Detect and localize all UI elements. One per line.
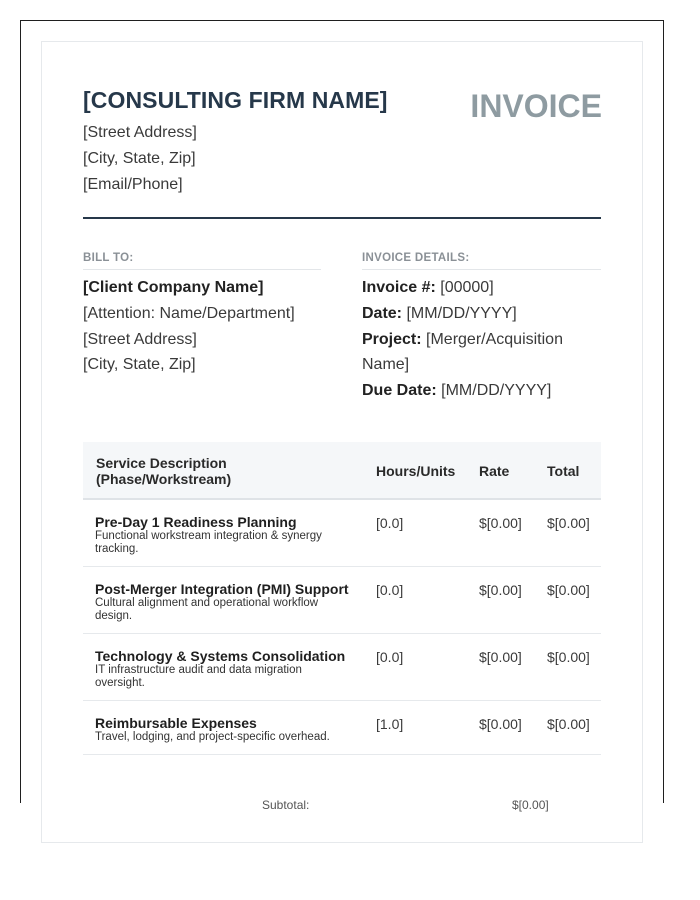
hours-cell: [1.0] — [376, 716, 404, 732]
table-header — [83, 442, 601, 500]
service-description: Cultural alignment and operational workflow design. — [95, 597, 319, 622]
header-divider — [83, 217, 601, 219]
table-row — [83, 500, 601, 567]
client-city: [City, State, Zip] — [83, 356, 196, 373]
invoice-number-label: Invoice #: — [362, 279, 436, 296]
rate-cell: $[0.00] — [479, 582, 522, 598]
hours-cell: [0.0] — [376, 649, 404, 665]
service-description: Travel, lodging, and project-specific overhead. — [95, 731, 330, 743]
hours-cell: [0.0] — [376, 582, 404, 598]
firm-contact: [Email/Phone] — [83, 176, 183, 193]
firm-street: [Street Address] — [83, 124, 197, 141]
project-value-continued: Name] — [362, 356, 410, 373]
document-viewport — [20, 20, 664, 812]
hours-cell: [0.0] — [376, 515, 404, 531]
table-row — [83, 701, 601, 755]
table-row — [83, 634, 601, 701]
firm-city: [City, State, Zip] — [83, 150, 196, 167]
invoice-date-value: [MM/DD/YYYY] — [406, 305, 517, 322]
services-table — [83, 442, 601, 755]
header-hours: Hours/Units — [376, 463, 456, 479]
header-service-line1: Service Description — [96, 455, 227, 471]
total-cell: $[0.00] — [547, 716, 590, 732]
service-title: Technology & Systems Consolidation — [95, 648, 346, 664]
service-description: Functional workstream integration & synergy tracking. — [95, 530, 322, 555]
rate-cell: $[0.00] — [479, 716, 522, 732]
rate-cell: $[0.00] — [479, 649, 522, 665]
invoice-date-line — [362, 305, 517, 323]
invoice-date-label: Date: — [362, 305, 403, 322]
due-date-line — [362, 382, 551, 400]
firm-name: [CONSULTING FIRM NAME] — [83, 87, 388, 113]
service-description: IT infrastructure audit and data migration oversight. — [95, 664, 302, 689]
total-cell: $[0.00] — [547, 515, 590, 531]
service-title: Post-Merger Integration (PMI) Support — [95, 581, 349, 597]
table-row — [83, 567, 601, 634]
project-label: Project: — [362, 331, 422, 348]
service-title: Reimbursable Expenses — [95, 715, 257, 731]
header-service — [96, 455, 231, 487]
header-total: Total — [547, 463, 580, 479]
total-cell: $[0.00] — [547, 649, 590, 665]
client-attention: [Attention: Name/Department] — [83, 305, 295, 322]
client-street: [Street Address] — [83, 331, 197, 348]
header-rate: Rate — [479, 463, 510, 479]
invoice-details-divider — [362, 269, 601, 270]
due-date-label: Due Date: — [362, 382, 437, 399]
header-service-line2: (Phase/Workstream) — [96, 471, 232, 487]
client-name: [Client Company Name] — [83, 279, 264, 296]
project-value: [Merger/Acquisition — [426, 331, 563, 348]
rate-cell: $[0.00] — [479, 515, 522, 531]
document-title: INVOICE — [470, 88, 602, 124]
due-date-value: [MM/DD/YYYY] — [441, 382, 552, 399]
invoice-details-label: INVOICE DETAILS: — [362, 252, 470, 264]
subtotal-label: Subtotal: — [262, 798, 310, 812]
bill-to-label: BILL TO: — [83, 252, 134, 264]
total-cell: $[0.00] — [547, 582, 590, 598]
invoice-sheet — [41, 41, 643, 843]
invoice-number-line — [362, 279, 494, 297]
invoice-number-value: [00000] — [440, 279, 494, 296]
subtotal-value: $[0.00] — [512, 798, 549, 812]
bill-to-divider — [83, 269, 321, 270]
project-line — [362, 331, 563, 349]
service-title: Pre-Day 1 Readiness Planning — [95, 514, 297, 530]
